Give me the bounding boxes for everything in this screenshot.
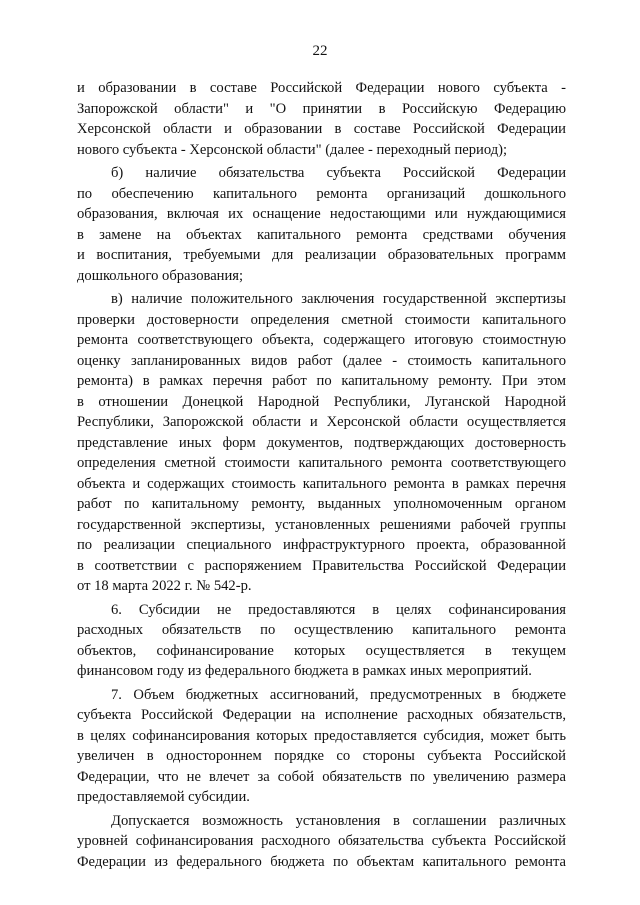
text-line: представление иных форм документов, подтверждающих достоверность xyxy=(77,434,566,451)
document-body xyxy=(77,78,566,872)
paragraph-item-b xyxy=(77,163,566,286)
text-line: нового субъекта - Херсонской области" (далее - переходный период); xyxy=(77,141,508,158)
text-line: в целях софинансирования которых предоставляется субсидия, может быть xyxy=(77,727,566,744)
text-line: работ по капитальному ремонту, выданных уполномоченным органом xyxy=(77,496,566,512)
text-line: в) наличие положительного заключения государственной экспертизы xyxy=(111,291,566,307)
text-line: образования, включая их оснащение недостающими или нуждающимися xyxy=(77,206,566,222)
text-line: ремонта соответствующего объекта, содержащего итоговую стоимостную xyxy=(77,332,566,348)
text-line: от 18 марта 2022 г. № 542-р. xyxy=(77,578,252,594)
text-line: 7. Объем бюджетных ассигнований, предусмотренных в бюджете xyxy=(111,686,566,703)
text-line: субъекта Российской Федерации на исполнение расходных обязательств, xyxy=(77,707,566,723)
paragraph-section-7 xyxy=(77,685,566,808)
text-line: Федерации из федерального бюджета по объектам капитального ремонта xyxy=(77,853,566,870)
text-line: в замене на объектах капитального ремонта средствами обучения xyxy=(77,226,566,243)
text-line: объекта и содержащих стоимость капитального ремонта в рамках перечня xyxy=(77,475,566,492)
text-line: предоставляемой субсидии. xyxy=(77,789,250,805)
text-line: б) наличие обязательства субъекта Российской Федерации xyxy=(111,165,566,181)
paragraph-section-6 xyxy=(77,600,566,682)
text-line: ремонта) в рамках перечня работ по капитальному ремонту. При этом xyxy=(77,373,566,389)
paragraph-continuation xyxy=(77,78,566,160)
text-line: и воспитания, требуемыми для реализации образовательных программ xyxy=(77,247,566,263)
text-line: дошкольного образования; xyxy=(77,267,244,284)
text-line: в отношении Донецкой Народной Республики, Луганской Народной xyxy=(77,393,566,410)
text-line: уровней софинансирования расходного обязательства субъекта Российской xyxy=(77,833,566,849)
text-line: оценку запланированных видов работ (далее - стоимость капитального xyxy=(77,352,566,369)
page-number: 22 xyxy=(312,43,328,59)
text-line: Республики, Запорожской области и Херсонской области осуществляется xyxy=(77,414,566,430)
text-line: определения сметной стоимости капитального ремонта соответствующего xyxy=(77,455,566,471)
paragraph-cofinancing-levels xyxy=(77,811,566,873)
text-line: расходных обязательств по осуществлению капитального ремонта xyxy=(77,622,566,638)
text-line: Допускается возможность установления в соглашении различных xyxy=(111,812,566,829)
text-line: по обеспечению капитального ремонта организаций дошкольного xyxy=(77,185,566,202)
text-line: 6. Субсидии не предоставляются в целях софинансирования xyxy=(111,601,566,618)
text-line: по реализации специального инфраструктурного проекта, образованной xyxy=(77,537,566,553)
text-line: объектов, софинансирование которых осуществляется в текущем xyxy=(77,642,566,659)
text-line: государственной экспертизы, установленных решениями рабочей группы xyxy=(77,516,566,533)
text-line: Запорожской области" и "О принятии в Российскую Федерацию xyxy=(77,100,566,117)
text-line: в соответствии с распоряжением Правительства Российской Федерации xyxy=(77,557,566,574)
text-line: финансовом году из федерального бюджета в рамках иных мероприятий. xyxy=(77,663,532,679)
text-line: Федерации, что не влечет за собой обязательств по увеличению размера xyxy=(77,768,566,785)
paragraph-item-v xyxy=(77,289,566,597)
text-line: и образовании в составе Российской Федерации нового субъекта - xyxy=(77,80,566,96)
text-line: увеличен в одностороннем порядке со стороны субъекта Российской xyxy=(77,748,566,764)
text-line: проверки достоверности определения сметной стоимости капитального xyxy=(77,311,566,328)
text-line: Херсонской области и образовании в составе Российской Федерации xyxy=(77,121,566,137)
